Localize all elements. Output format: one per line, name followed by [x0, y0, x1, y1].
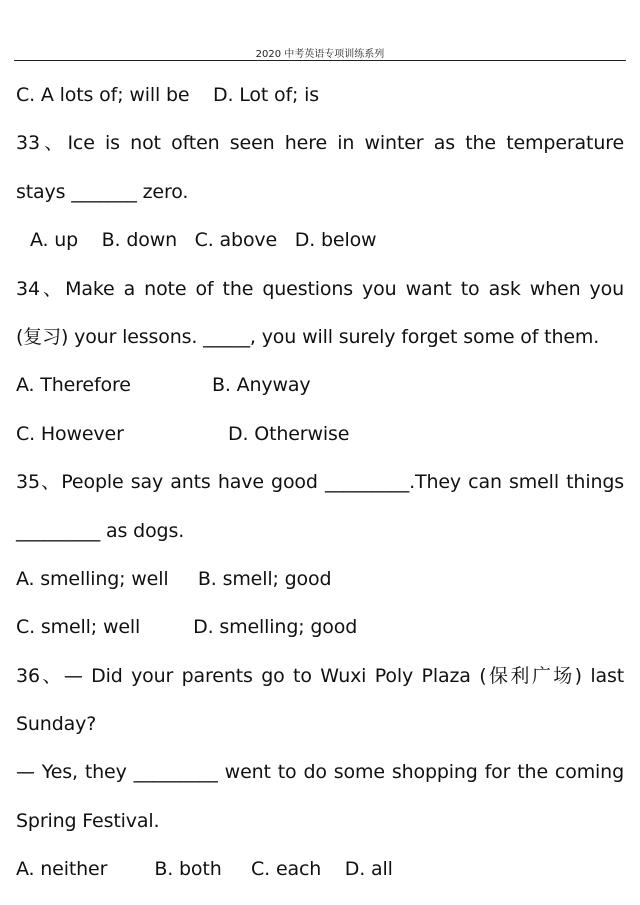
q34-stem-line1: 34、Make a note of the questions you want to ask when you [16, 277, 624, 300]
q32-options-cd: C. A lots of; will be D. Lot of; is [16, 84, 320, 106]
q34-options-cd [16, 410, 624, 458]
page-header: 2020 中考英语专项训练系列 [255, 49, 385, 60]
question-content [16, 71, 624, 894]
q35-stem-line2: _________ as dogs. [16, 519, 185, 542]
q33-stem-line1: 33、Ice is not often seen here in winter as the temperature [16, 132, 624, 155]
q35-stem-line1: 35、People say ants have good _________.They can smell things [16, 471, 624, 494]
q35-options-ab: A. smelling; well B. smell; good [16, 567, 332, 590]
q34-option-d: D. Otherwise [228, 422, 350, 445]
q36-options: A. neither B. both C. each D. all [16, 858, 393, 881]
q33-stem-line2: stays _______ zero. [16, 180, 189, 203]
q34-option-a: A. Therefore [16, 374, 131, 397]
q36-stem-line1: 36、— Did your parents go to Wuxi Poly Plaza (保利广场) last [16, 664, 624, 687]
q36-stem-line3: — Yes, they _________ went to do some shopping for the coming [16, 761, 624, 784]
header-rule [14, 60, 626, 61]
q35-options-cd: C. smell; well D. smelling; good [16, 616, 358, 639]
q33-options: A. up B. down C. above D. below [30, 229, 377, 252]
q36-stem-line4: Spring Festival. [16, 809, 160, 832]
q36-stem-line2: Sunday? [16, 713, 97, 736]
q34-stem-line2: (复习) your lessons. _____, you will surely forget some of them. [16, 325, 600, 348]
q34-options-ab [16, 361, 624, 409]
q34-option-b: B. Anyway [212, 374, 311, 397]
q34-option-c: C. However [16, 422, 124, 445]
